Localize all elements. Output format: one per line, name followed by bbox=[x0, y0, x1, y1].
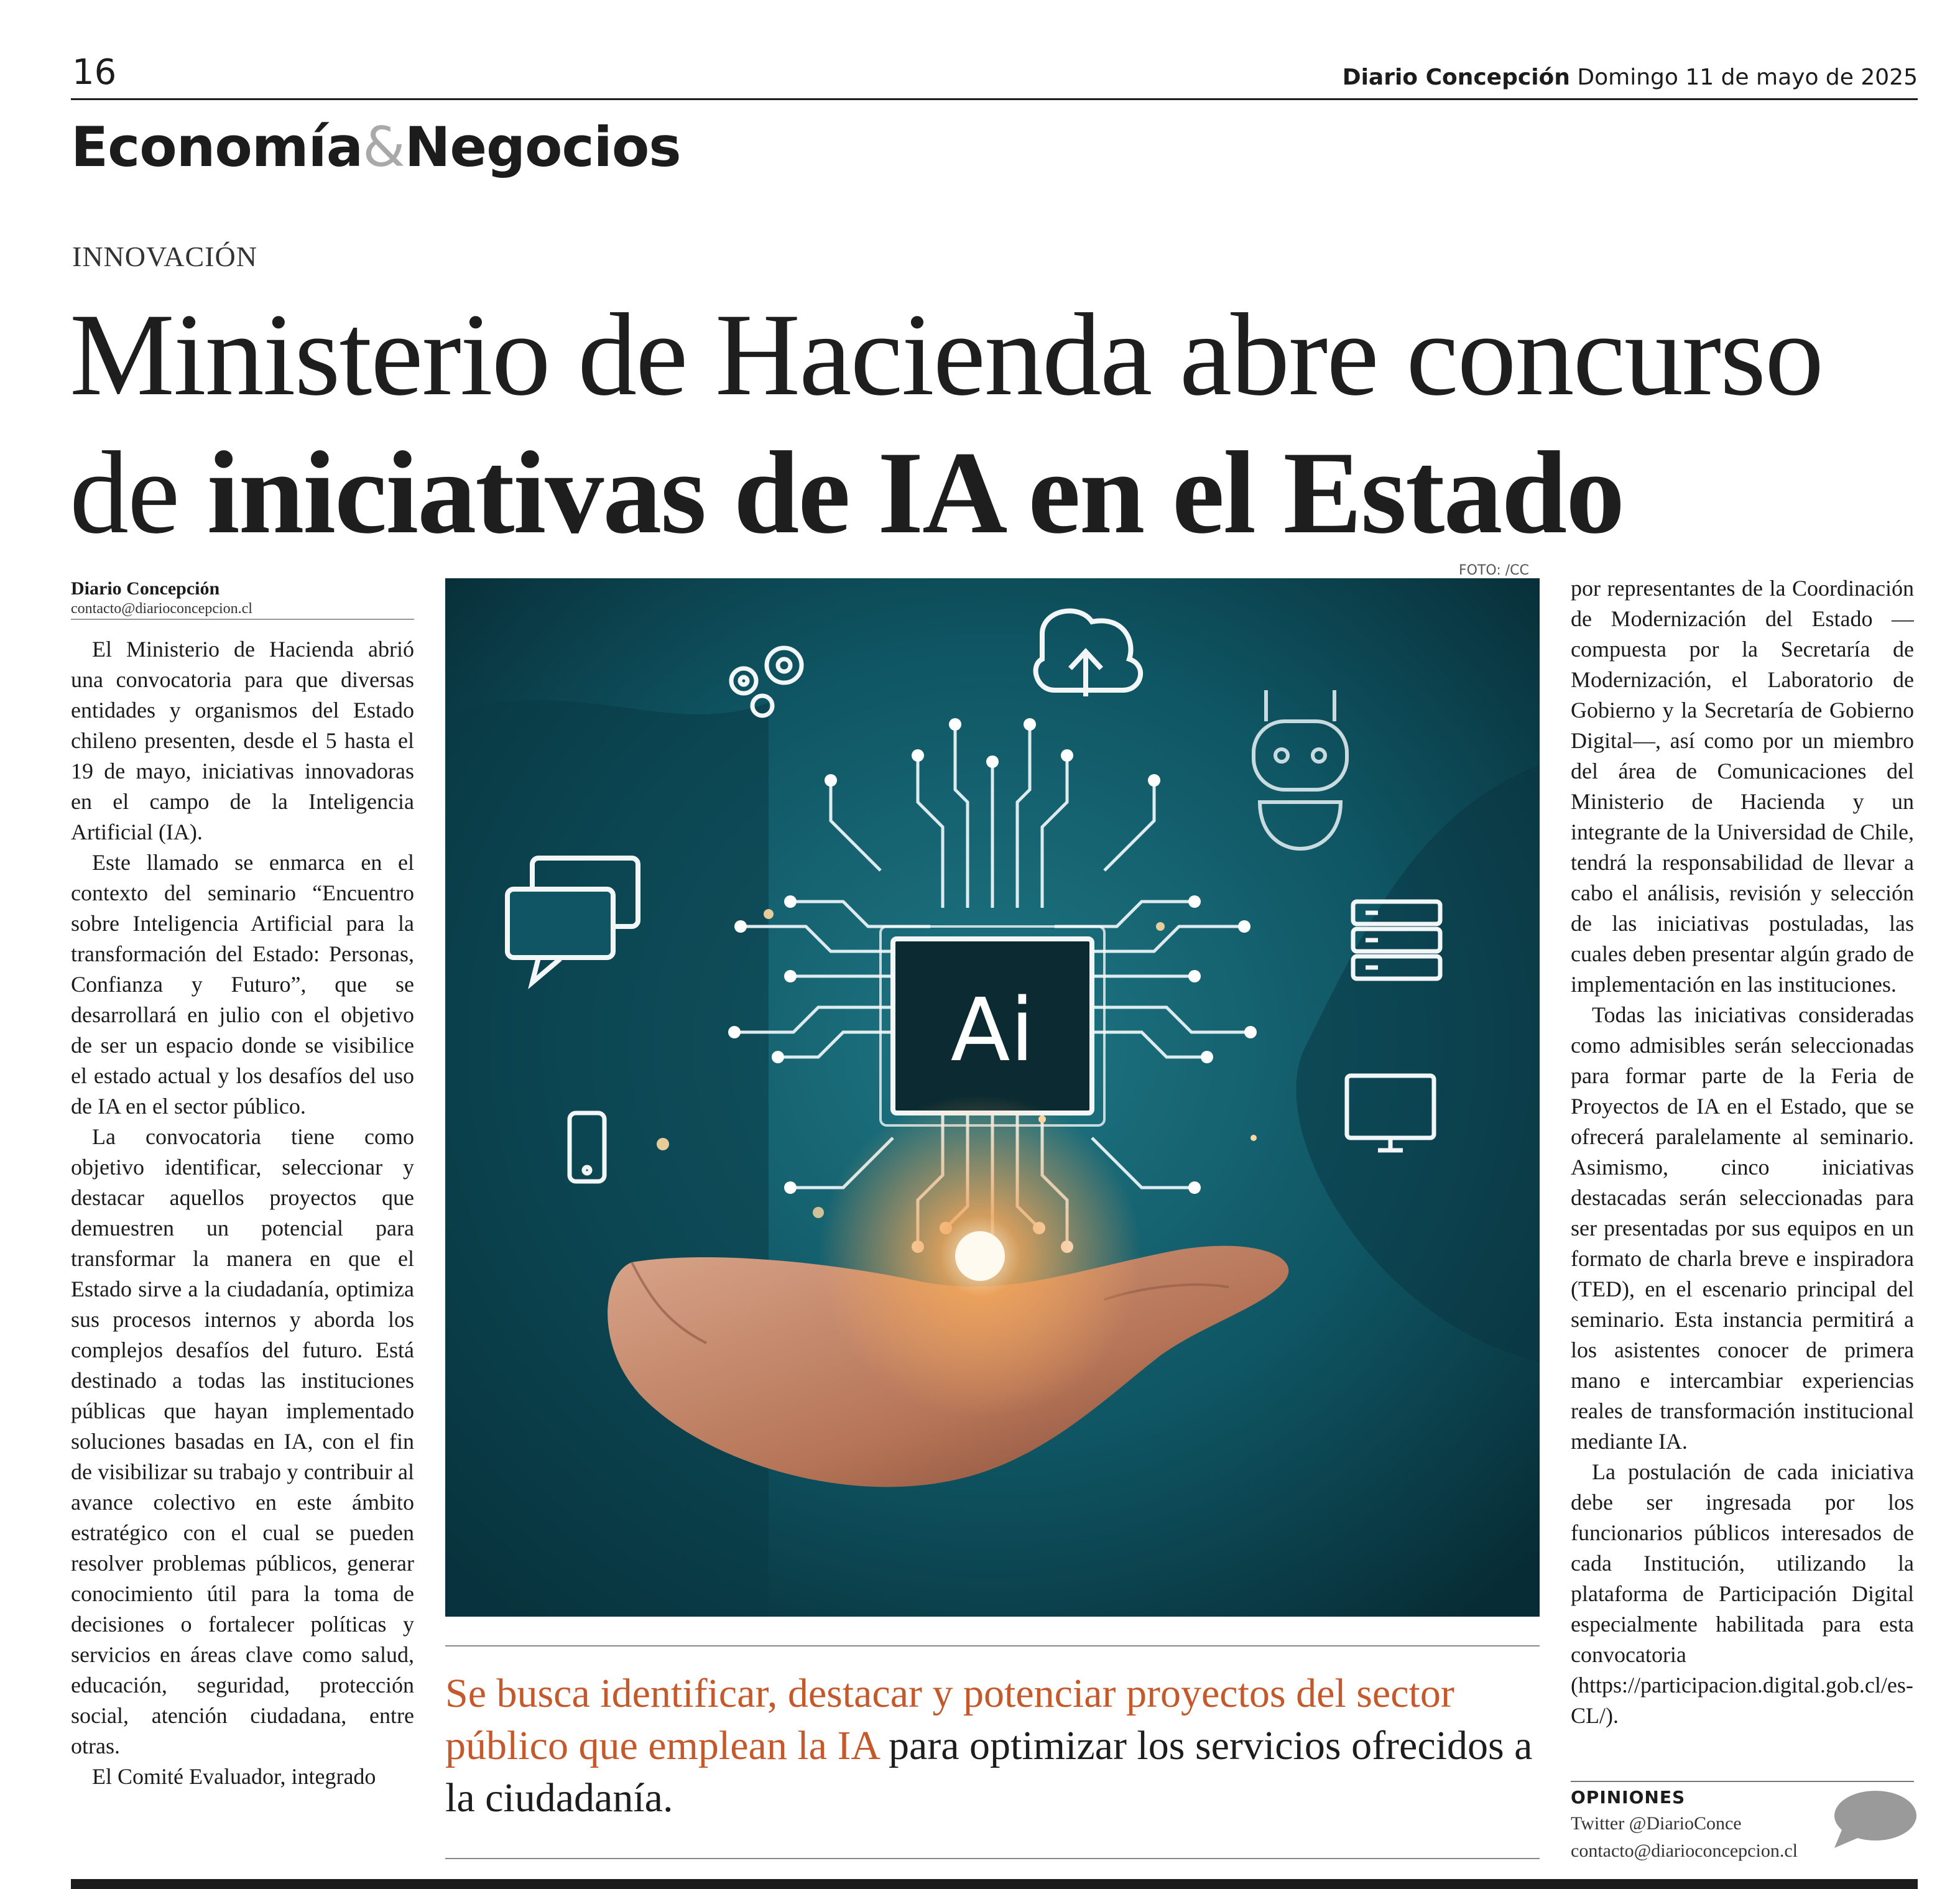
opinions-twitter: Twitter @DiarioConce bbox=[1571, 1813, 1742, 1834]
paragraph: La convocatoria tiene como objetivo identificar, seleccionar y destacar aquellos proyectos que demuestren un potencial para transformar la manera en que el Estado sirve a la ciudadanía, optimiza sus procesos internos y aborda los complejos desafíos del futuro. Está destinado a todas las instituciones públicas que hayan implementado soluciones basadas en IA, con el fin de visibilizar su trabajo y contribuir al avance colectivo en este ámbito estratégico con el cual se pueden resolver problemas públicos, generar conocimiento útil para la toma de decisiones o fortalecer políticas y servicios en áreas clave como salud, educación, seguridad, protección social, atención ciudadana, entre otras. bbox=[71, 1124, 414, 1758]
article-photo bbox=[445, 578, 1540, 1617]
pullquote-rule-top bbox=[445, 1645, 1540, 1647]
page-number: 16 bbox=[72, 52, 117, 93]
headline-line-1: Ministerio de Hacienda abre concurso bbox=[70, 290, 1823, 420]
pullquote bbox=[445, 1668, 1540, 1824]
section-ampersand: & bbox=[363, 115, 405, 179]
paragraph: El Ministerio de Hacienda abrió una convocatoria para que diversas entidades y organismos del Estado chileno presenten, desde el 5 hasta el 19 de mayo, iniciativas innovadoras en el campo de la Inteligencia Artificial (IA). bbox=[71, 637, 414, 844]
kicker: INNOVACIÓN bbox=[72, 241, 257, 272]
opinions-rule bbox=[1571, 1781, 1914, 1782]
footer-bar bbox=[71, 1879, 1918, 1889]
paragraph: La postulación de cada iniciativa debe ser ingresada por los funcionarios públicos interesados de cada Institución, utilizando la plataforma de Participación Digital especialmente habilitada para esta convocatoria (https://participacion.digital.gob.cl/es-CL/). bbox=[1571, 1459, 1914, 1728]
ai-illustration bbox=[445, 578, 1540, 1617]
paragraph: El Comité Evaluador, integrado bbox=[92, 1764, 376, 1789]
headline bbox=[70, 286, 1929, 562]
photo-credit: FOTO: /CC bbox=[1459, 563, 1529, 578]
section-title-b: Negocios bbox=[404, 115, 681, 179]
header-rule bbox=[71, 98, 1918, 100]
section-title-a: Economía bbox=[71, 115, 363, 179]
headline-bold: iniciativas de IA en el Estado bbox=[206, 428, 1624, 558]
publication-name: Diario Concepción bbox=[1342, 65, 1570, 90]
paragraph: Todas las iniciativas consideradas como admisibles serán seleccionadas para formar parte de la Feria de Proyectos de IA en el Estado, que se ofrecerá paralelamente al seminario. Asimismo, cinco iniciativas destacadas serán seleccionadas para ser presentadas por sus equipos en un formato de charla breve e inspiradora (TED), en el escenario principal del seminario. Esta instancia permitirá a los asistentes conocer de primera mano e intercambiar experiencias reales de transformación institucional mediante IA. bbox=[1571, 1002, 1914, 1454]
masthead bbox=[1343, 65, 1918, 90]
body-column-3 bbox=[1571, 573, 1914, 1767]
pullquote-rule-bottom bbox=[445, 1858, 1540, 1859]
opinions-label: OPINIONES bbox=[1571, 1787, 1686, 1808]
byline bbox=[71, 578, 413, 617]
pullquote-rest: para optimizar los servicios ofrecidos a la ciudadanía. bbox=[445, 1723, 1533, 1821]
body-column-1 bbox=[71, 634, 414, 1841]
headline-line-2 bbox=[70, 424, 1929, 562]
speech-bubble-icon bbox=[1829, 1788, 1916, 1850]
light-core bbox=[955, 1231, 1005, 1281]
paragraph: por representantes de la Coordinación de Modernización del Estado —compuesta por la Secretaría de Modernización, el Laboratorio de Gobierno y la Secretaría de Gobierno Digital—, así como por un miembro del área de Comunicaciones del Ministerio de Hacienda y un integrante de la Universidad de Chile, tendrá la responsabilidad de llevar a cabo el análisis, revisión y selección de las iniciativas postuladas, las cuales deben presentar algún grado de implementación en las instituciones. bbox=[1571, 576, 1914, 997]
opinions-email: contacto@diarioconcepcion.cl bbox=[1571, 1841, 1798, 1861]
byline-rule bbox=[71, 619, 414, 620]
byline-name: Diario Concepción bbox=[71, 578, 220, 599]
chip-label: Ai bbox=[950, 980, 1035, 1081]
headline-prefix: de bbox=[70, 428, 207, 558]
byline-email: contacto@diarioconcepcion.cl bbox=[71, 601, 252, 617]
issue-date: Domingo 11 de mayo de 2025 bbox=[1577, 65, 1918, 90]
paragraph: Este llamado se enmarca en el contexto del seminario “Encuentro sobre Inteligencia Artificial para la transformación del Estado: Personas, Confianza y Futuro”, que se desarrollará en julio con el objetivo de ser un espacio donde se visibilice el estado actual y los desafíos del uso de IA en el sector público. bbox=[71, 850, 414, 1119]
pullquote-highlight: Se busca identificar, destacar y potenciar proyectos del sector público que emplean la IA bbox=[445, 1671, 1454, 1768]
section-title bbox=[71, 115, 681, 179]
